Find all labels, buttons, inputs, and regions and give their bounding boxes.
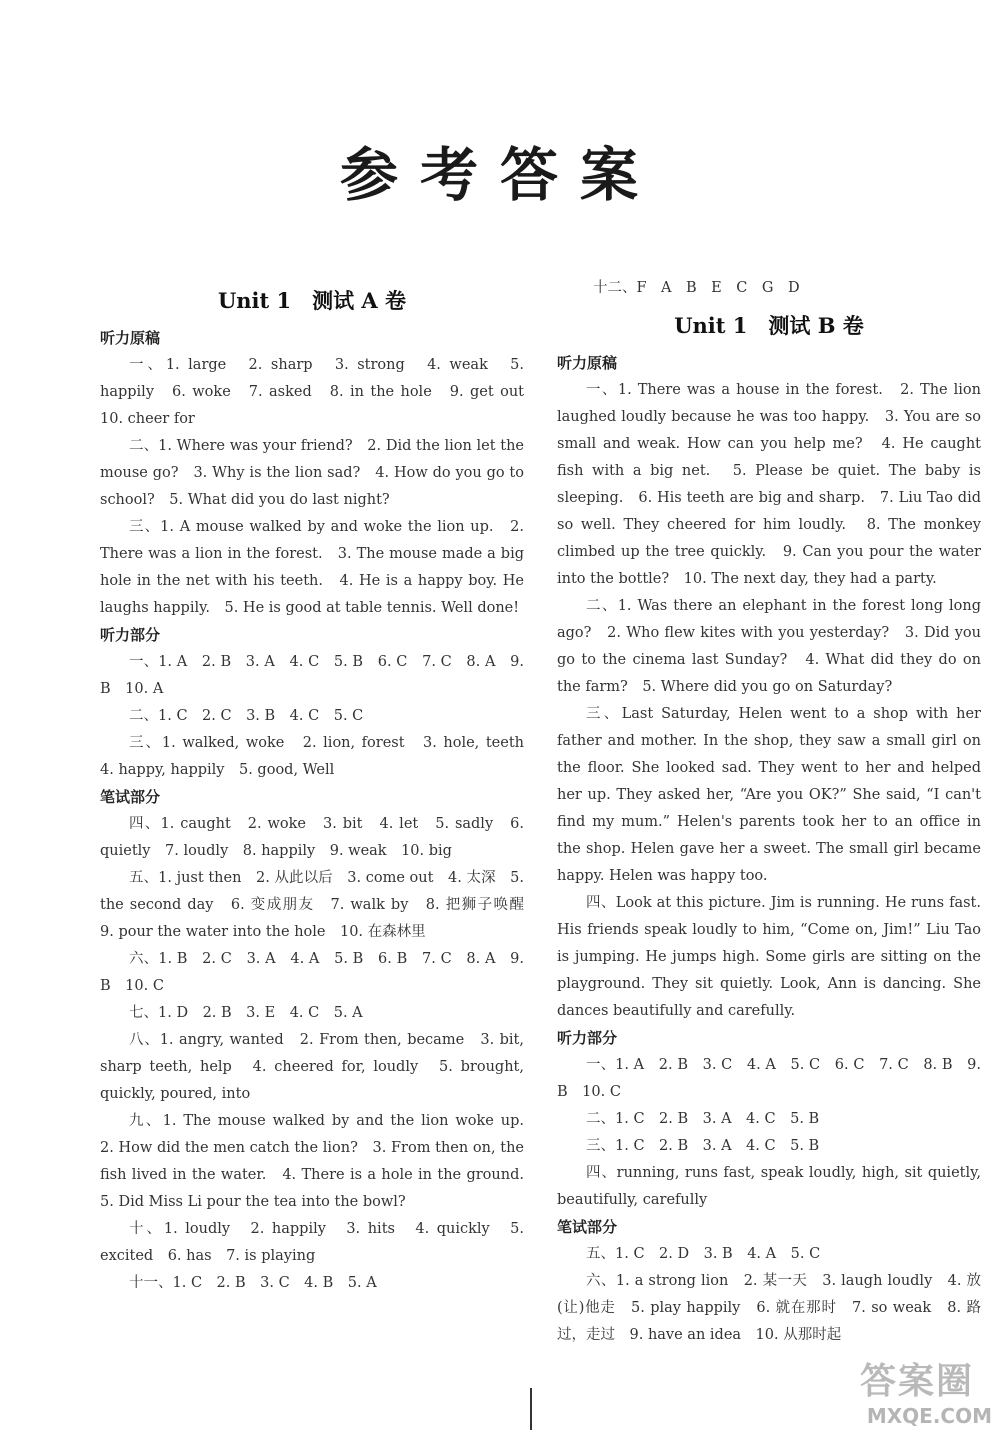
section-title: 听力原稿 (557, 354, 618, 372)
answer-paragraph: 三、Last Saturday, Helen went to a shop with her father and mother. In the shop, they saw a small girl on the floor. She looked sad. They went to her and helped her up. They asked her, “Are you OK?” She said, “I can't find my mum.” Helen's parents took her to an office in the shop. Helen gave her a sweet. The small girl became happy. Helen was happy too. (557, 706, 981, 884)
unit-b-heading: Unit 1 测试 B 卷 (674, 313, 864, 338)
unit-a-heading: Unit 1 测试 A 卷 (217, 288, 407, 313)
answer-paragraph: 一、1. A 2. B 3. C 4. A 5. C 6. C 7. C 8. B 9. B 10. C (557, 1057, 981, 1100)
section-title: 笔试部分 (100, 788, 161, 806)
answer-paragraph: 三、1. walked, woke 2. lion, forest 3. hole, teeth 4. happy, happily 5. good, Well (100, 735, 539, 778)
answer-paragraph: 四、1. caught 2. woke 3. bit 4. let 5. sadly 6. quietly 7. loudly 8. happily 9. weak 10. big (100, 816, 524, 859)
answer-paragraph: 二、1. C 2. C 3. B 4. C 5. C (129, 708, 364, 724)
section-title: 听力原稿 (100, 329, 161, 347)
answer-paragraph: 三、1. A mouse walked by and woke the lion up. 2. There was a lion in the forest. 3. The mouse made a big hole in the net with his teeth. 4. He is a happy boy. He laughs happily. 5. He is good at table tennis. Well done! (100, 519, 524, 616)
answer-paragraph: 六、1. B 2. C 3. A 4. A 5. B 6. B 7. C 8. A 9. B 10. C (100, 951, 524, 994)
left-answer-blocks (100, 325, 539, 1297)
answer-paragraph: 四、running, runs fast, speak loudly, high, sit quietly, beautifully, carefully (557, 1165, 981, 1208)
answer-line-twelve: 十二、F A B E C G D (593, 280, 800, 296)
answer-paragraph: 十、1. loudly 2. happily 3. hits 4. quickly 5. excited 6. has 7. is playing (100, 1221, 524, 1264)
answer-paragraph: 四、Look at this picture. Jim is running. He runs fast. His friends speak loudly to him, “Come on, Jim!” Liu Tao is jumping. He jumps high. Some girls are sitting on the playground. They sit quietly. Look, Ann is dancing. She dances beautifully and carefully. (557, 895, 981, 1019)
section-title: 听力部分 (100, 626, 161, 644)
answer-paragraph: 二、1. Was there an elephant in the forest long long ago? 2. Who flew kites with you yesterday? 3. Did you go to the cinema last Sunday? 4. What did they do on the farm? 5. Where did you go on Saturday? (557, 598, 981, 695)
answer-paragraph: 六、1. a strong lion 2. 某一天 3. laugh loudly 4. 放(让)他走 5. play happily 6. 就在那时 7. so weak 8. 路过，走过 9. have an idea 10. 从那时起 (557, 1273, 981, 1343)
right-answer-blocks (557, 350, 981, 1349)
page-title: 参考答案 (339, 141, 660, 209)
answer-paragraph: 七、1. D 2. B 3. E 4. C 5. A (129, 1005, 363, 1021)
watermark-logo: 答案圈 (859, 1361, 974, 1402)
answer-paragraph: 一、1. large 2. sharp 3. strong 4. weak 5. happily 6. woke 7. asked 8. in the hole 9. get out 10. cheer for (100, 357, 539, 427)
answer-paragraph: 一、1. There was a house in the forest. 2. The lion laughed loudly because he was too happy. 3. You are so small and weak. How can you help me? 4. He caught fish with a big net. 5. Please be quiet. The baby is sleeping. 6. His teeth are big and sharp. 7. Liu Tao did so well. They cheered for him loudly. 8. The monkey climbed up the tree quickly. 9. Can you pour the water into the bottle? 10. The next day, they had a party. (557, 382, 981, 587)
answer-paragraph: 二、1. Where was your friend? 2. Did the lion let the mouse go? 3. Why is the lion sad? 4. How do you go to school? 5. What did you do last night? (100, 438, 524, 508)
watermark-site: MXQE.COM (866, 1404, 992, 1428)
right-column (557, 275, 981, 1349)
left-column (100, 275, 539, 1297)
page-margin-mark (530, 1388, 536, 1430)
answer-paragraph: 三、1. C 2. B 3. A 4. C 5. B (586, 1138, 820, 1154)
answer-paragraph: 一、1. A 2. B 3. A 4. C 5. B 6. C 7. C 8. A 9. B 10. A (100, 654, 524, 697)
answer-paragraph: 八、1. angry, wanted 2. From then, became 3. bit, sharp teeth, help 4. cheered for, loudly 5. brought, quickly, poured, into (100, 1032, 524, 1102)
answer-paragraph: 九、1. The mouse walked by and the lion woke up. 2. How did the men catch the lion? 3. From then on, the fish lived in the water. 4. There is a hole in the ground. 5. Did Miss Li pour the tea into the bowl? (100, 1113, 539, 1210)
answer-paragraph: 二、1. C 2. B 3. A 4. C 5. B (586, 1111, 820, 1127)
section-title: 笔试部分 (557, 1218, 618, 1236)
section-title: 听力部分 (557, 1029, 618, 1047)
answer-paragraph: 五、1. C 2. D 3. B 4. A 5. C (586, 1246, 821, 1262)
watermark (842, 1360, 992, 1440)
answer-paragraph: 五、1. just then 2. 从此以后 3. come out 4. 太深 5. the second day 6. 变成朋友 7. walk by 8. 把狮子唤醒 9. pour the water into the hole 10. 在森林里 (100, 870, 539, 940)
answer-paragraph: 十一、1. C 2. B 3. C 4. B 5. A (129, 1275, 377, 1291)
